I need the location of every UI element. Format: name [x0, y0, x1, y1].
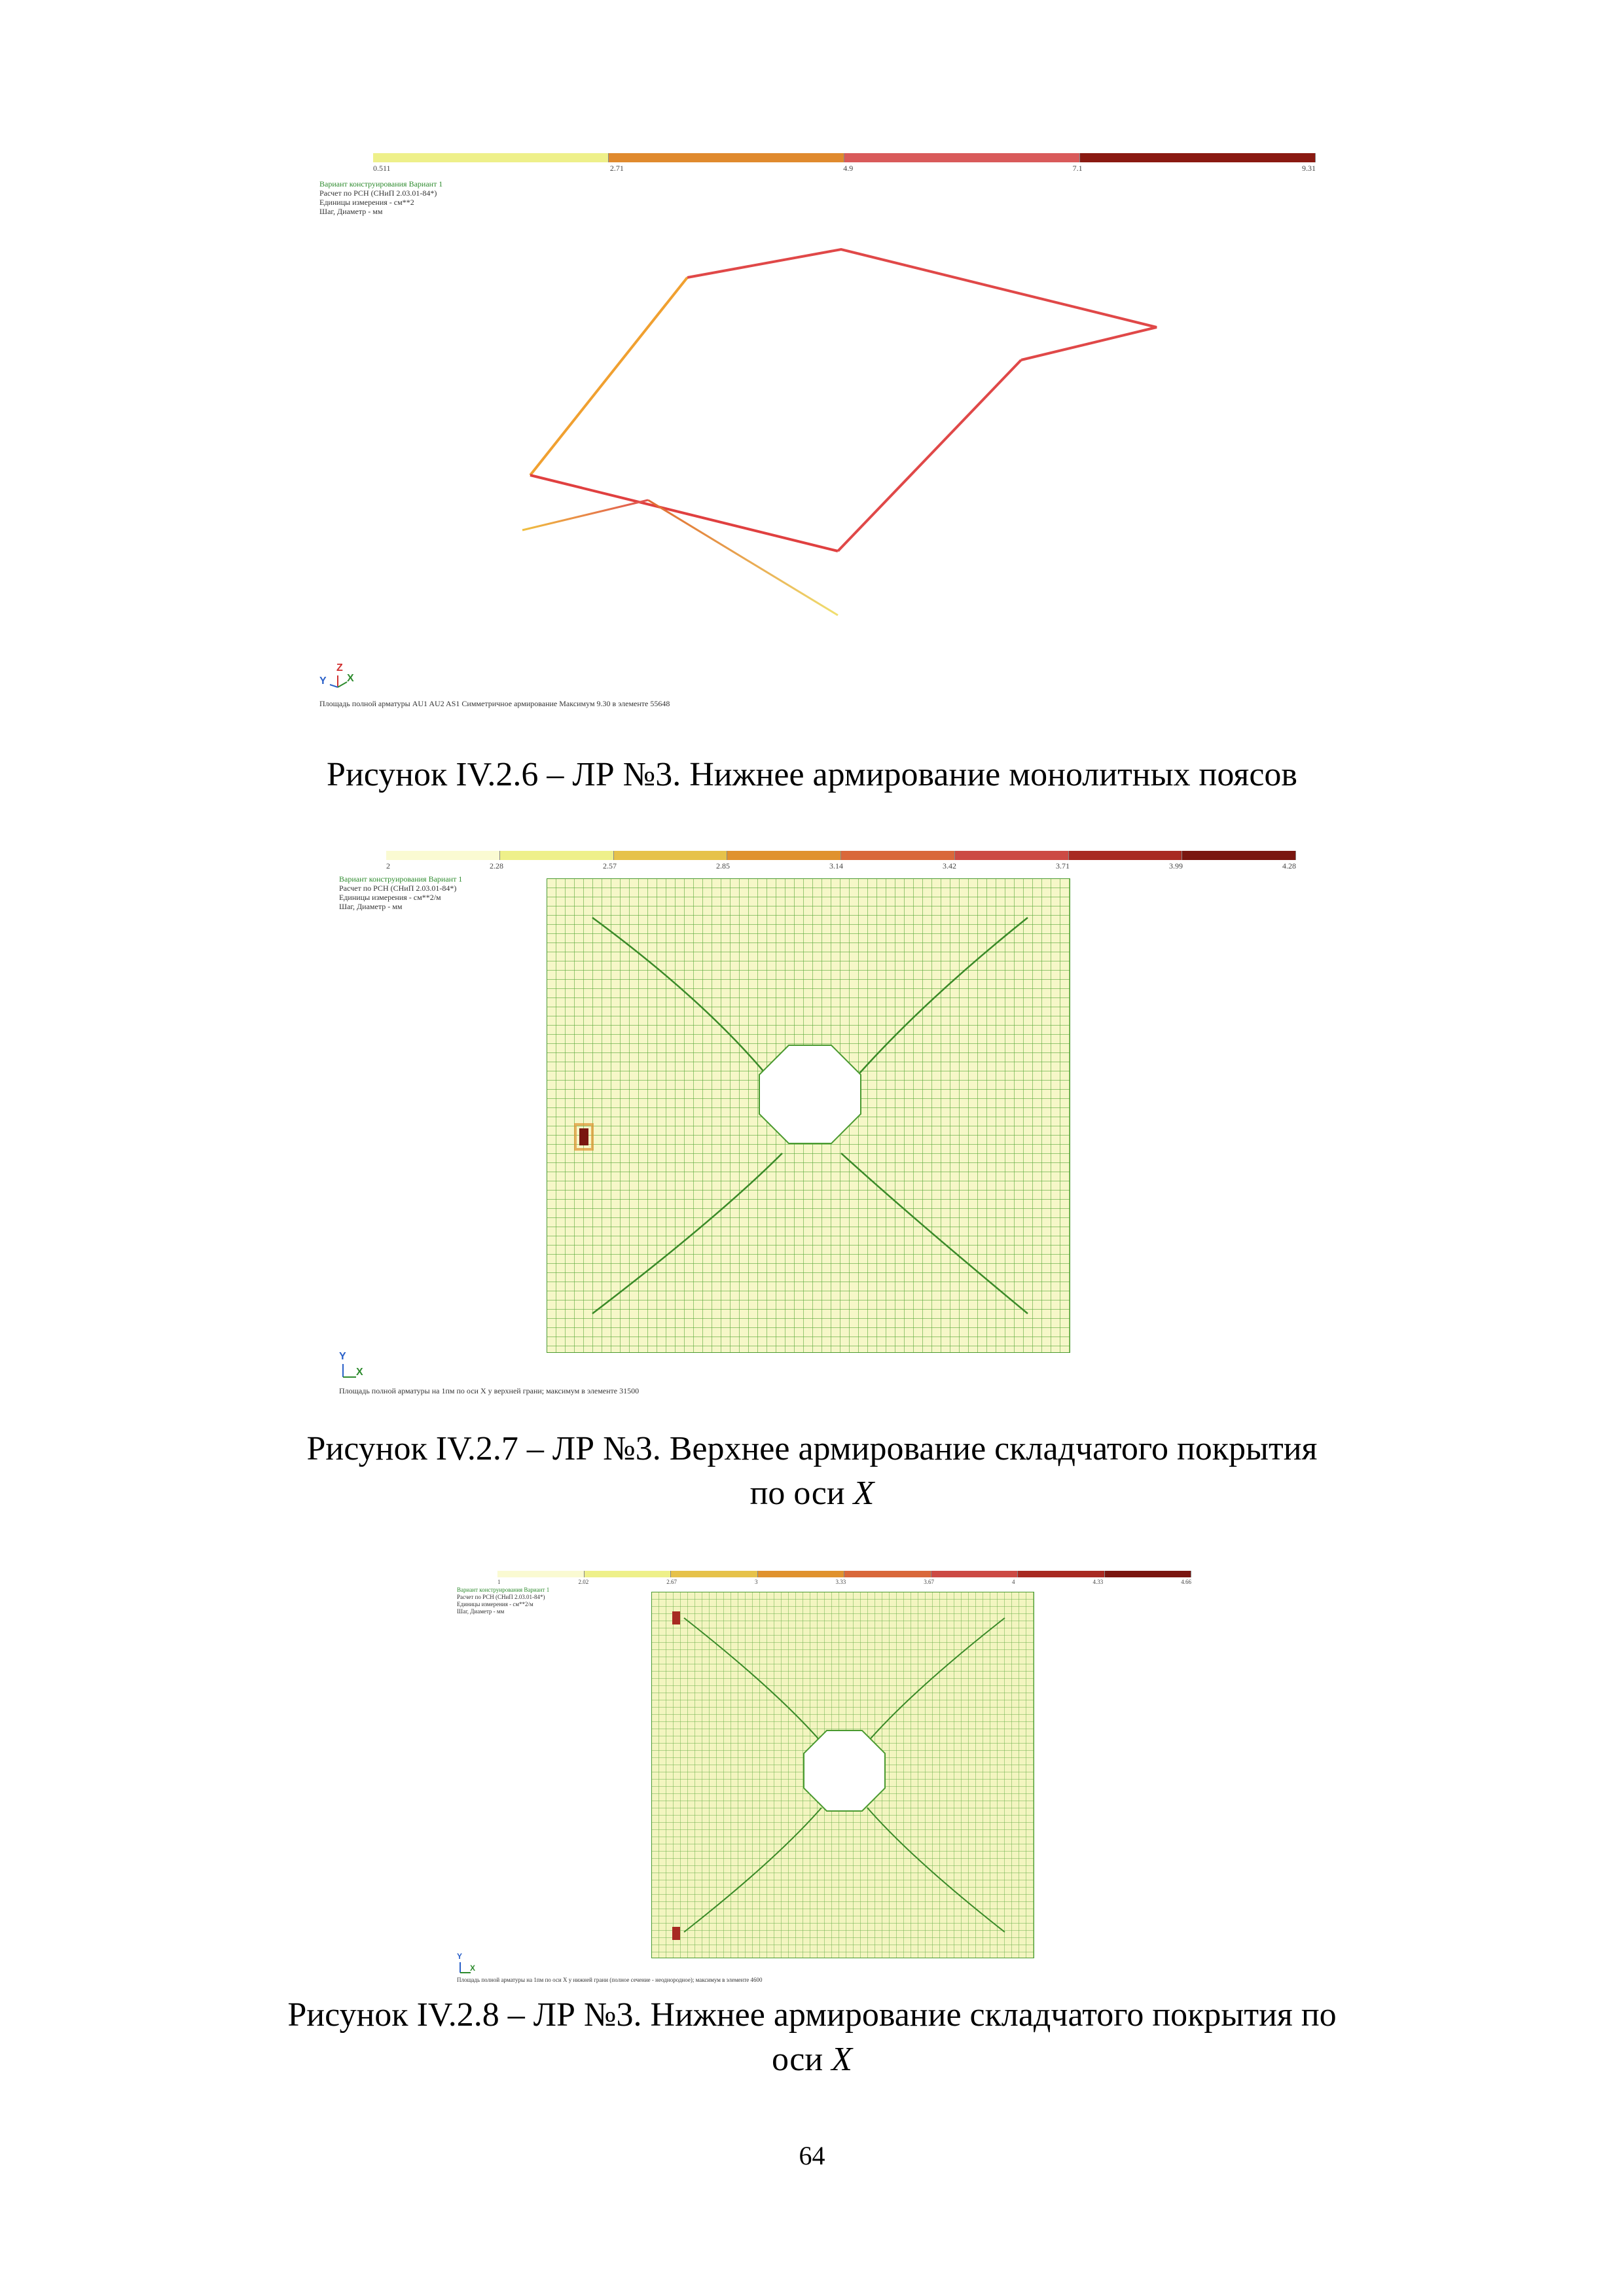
axis-y-label: Y [457, 1952, 463, 1961]
caption-figure-2-line-2 [0, 1471, 1624, 1516]
info-block-3 [457, 1587, 549, 1615]
axis-arrows-icon [329, 673, 348, 690]
belt-outrigger-left [522, 500, 648, 530]
belt-top [687, 249, 1157, 360]
figure-3 [445, 1571, 1204, 1990]
caption-axis-symbol: X [831, 2041, 852, 2078]
axis-arrows-icon [458, 1961, 471, 1974]
belt-right-diagonal [838, 360, 1021, 551]
legend-2-tick: 2 [386, 861, 390, 870]
info-line: Вариант конструирования Вариант 1 [457, 1587, 550, 1593]
info-line: Единицы измерения - см**2 [319, 198, 414, 207]
legend-2-swatch [955, 851, 1069, 860]
legend-3-tick: 1 [497, 1579, 501, 1585]
info-line: Расчет по РСН (СНиП 2.03.01-84*) [319, 188, 437, 198]
belt-drawing [314, 151, 1335, 720]
axis-y-label: Y [339, 1351, 346, 1362]
caption-figure-3-line-1: Рисунок IV.2.8 – ЛР №3. Нижнее армирование складчатого покрытия по [287, 1996, 1337, 2034]
info-line: Расчет по РСН (СНиП 2.03.01-84*) [339, 884, 457, 893]
legend-3-tick: 2.67 [666, 1579, 677, 1585]
axis-triad-2 [339, 1351, 378, 1381]
caption-figure-2-line-1: Рисунок IV.2.7 – ЛР №3. Верхнее армирование складчатого покрытия [306, 1430, 1318, 1467]
legend-2-tick: 4.28 [1282, 861, 1296, 870]
legend-3-tick: 3.33 [835, 1579, 846, 1585]
caption-text: по оси [749, 1475, 854, 1512]
legend-2-tick: 3.99 [1169, 861, 1183, 870]
legend-3-swatch [671, 1571, 758, 1577]
legend-3-tick: 3.67 [924, 1579, 934, 1585]
octagon-opening [804, 1731, 885, 1811]
legend-2-swatch [841, 851, 955, 860]
legend-1-tick: 4.9 [843, 164, 854, 173]
axis-y-label: Y [319, 675, 327, 687]
caption-text: оси [772, 2041, 832, 2078]
info-line: Вариант конструирования Вариант 1 [319, 179, 443, 188]
max-element-hotspot [672, 1927, 680, 1940]
info-line: Единицы измерения - см**2/м [339, 893, 441, 902]
figure-1 [314, 151, 1335, 720]
axis-x-label: X [356, 1367, 363, 1378]
footer-note-3: Площадь полной арматуры на 1пм по оси X у нижней грани (полное сечение - неоднородное); максимум в элементе 4600 [457, 1977, 763, 1983]
legend-2-tick: 2.57 [603, 861, 617, 870]
info-line: Шаг, Диаметр - мм [457, 1608, 505, 1615]
belt-outrigger-down [648, 500, 838, 615]
page-number: 64 [799, 2141, 825, 2170]
slab-mesh-top [547, 878, 1070, 1353]
legend-3-tick: 4 [1012, 1579, 1015, 1585]
legend-2-tick: 3.42 [943, 861, 956, 870]
legend-3-tick: 2.02 [578, 1579, 589, 1585]
legend-2-tick: 2.85 [716, 861, 730, 870]
legend-2-tick: 3.71 [1056, 861, 1070, 870]
legend-3-tick: 4.66 [1181, 1579, 1191, 1585]
legend-2-swatch [500, 851, 614, 860]
legend-2-swatch [1182, 851, 1296, 860]
legend-3-ticks [497, 1579, 1191, 1585]
legend-3-swatch [497, 1571, 585, 1577]
legend-3-swatch [1105, 1571, 1192, 1577]
belt-top-left [530, 278, 687, 475]
axis-triad-3 [457, 1952, 490, 1975]
axis-triad-1 [319, 662, 359, 694]
info-line: Расчет по РСН (СНиП 2.03.01-84*) [457, 1594, 545, 1600]
legend-1-tick: 7.1 [1072, 164, 1083, 173]
belt-bottom [530, 475, 838, 551]
max-element-hotspot [672, 1611, 680, 1624]
axis-z-label: Z [336, 662, 343, 673]
legend-3-swatch [1018, 1571, 1105, 1577]
legend-2-tick: 3.14 [829, 861, 843, 870]
legend-2 [386, 851, 1296, 871]
legend-2-swatch [386, 851, 500, 860]
legend-3-bar [497, 1571, 1191, 1577]
info-block-2 [339, 874, 462, 911]
legend-3-swatch [585, 1571, 672, 1577]
legend-2-swatch [614, 851, 728, 860]
caption-figure-3-line-2 [0, 2037, 1624, 2082]
legend-2-bar [386, 851, 1296, 860]
footer-note-2: Площадь полной арматуры на 1пм по оси X у верхней грани; максимум в элементе 31500 [339, 1386, 640, 1395]
legend-3-tick: 4.33 [1092, 1579, 1104, 1585]
legend-3 [497, 1571, 1191, 1585]
info-line: Единицы измерения - см**2/м [457, 1601, 533, 1607]
figure-2 [314, 851, 1335, 1407]
legend-2-swatch [727, 851, 841, 860]
slab-mesh-bottom [651, 1592, 1034, 1958]
info-line: Шаг, Диаметр - мм [319, 207, 383, 216]
legend-1-tick: 9.31 [1302, 164, 1316, 173]
octagon-opening [759, 1045, 861, 1143]
caption-figure-1: Рисунок IV.2.6 – ЛР №3. Нижнее армирование монолитных поясов [327, 756, 1297, 793]
legend-1-tick: 2.71 [609, 164, 624, 173]
legend-2-swatch [1069, 851, 1183, 860]
legend-3-swatch [844, 1571, 931, 1577]
max-element-hotspot [579, 1128, 588, 1145]
legend-1-tick: 0.511 [373, 164, 391, 173]
footer-note-1: Площадь полной арматуры AU1 AU2 AS1 Симметричное армирование Максимум 9.30 в элементе 55648 [319, 699, 670, 708]
info-line: Шаг, Диаметр - мм [339, 902, 403, 911]
axis-x-label: X [470, 1964, 476, 1973]
info-line: Вариант конструирования Вариант 1 [339, 874, 463, 884]
axis-arrows-icon [340, 1363, 357, 1380]
legend-3-tick: 3 [755, 1579, 758, 1585]
caption-axis-symbol: X [853, 1475, 875, 1512]
legend-3-swatch [758, 1571, 845, 1577]
legend-2-tick: 2.28 [490, 861, 503, 870]
legend-3-swatch [931, 1571, 1019, 1577]
legend-2-ticks [386, 861, 1296, 871]
axis-x-label: X [347, 673, 354, 684]
